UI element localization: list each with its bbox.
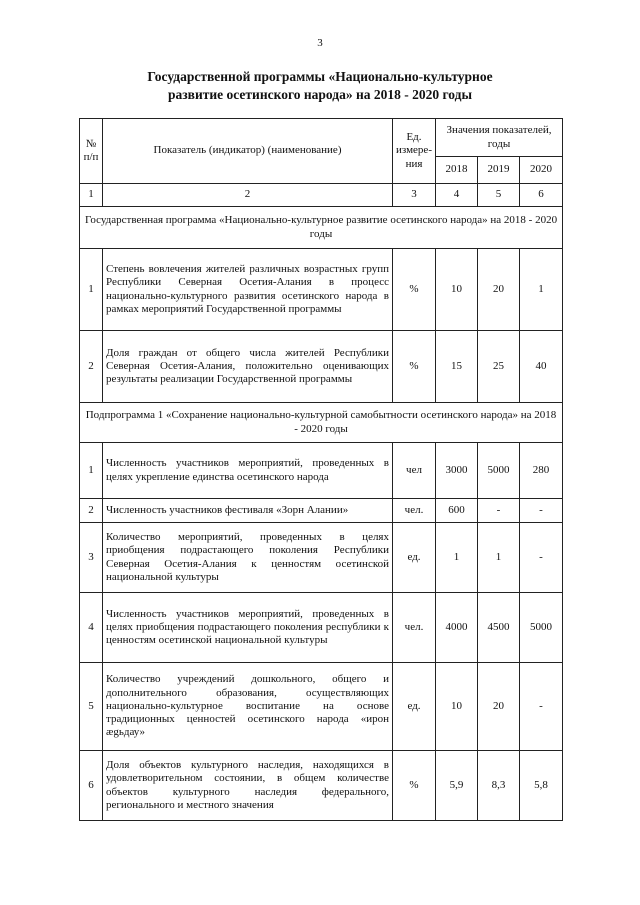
page-title — [80, 68, 560, 104]
row-number: 2 — [80, 499, 103, 523]
value-cell: 1 — [478, 523, 520, 593]
unit-cell: чел — [393, 443, 436, 499]
table-row — [80, 249, 563, 331]
table-row — [80, 663, 563, 751]
indicator-text: Количество мероприятий, проведенных в целях приобщения подрастающего поколения Республики Северная Осетия-Алания к ценностям осетинской национальной культуры — [103, 523, 393, 593]
table-row — [80, 751, 563, 821]
table-row — [80, 331, 563, 403]
unit-cell: чел. — [393, 593, 436, 663]
header-indicator: Показатель (индикатор) (наименование) — [103, 119, 393, 184]
value-cell: 8,3 — [478, 751, 520, 821]
section-header: Государственная программа «Национально-культурное развитие осетинского народа» на 2018 - 2020 годы — [80, 207, 563, 249]
row-number: 5 — [80, 663, 103, 751]
value-cell: 1 — [436, 523, 478, 593]
header-year: 2019 — [478, 157, 520, 184]
row-number: 3 — [80, 523, 103, 593]
unit-cell: % — [393, 249, 436, 331]
value-cell: 5,9 — [436, 751, 478, 821]
value-cell: 280 — [520, 443, 563, 499]
indicator-text: Количество учреждений дошкольного, общего и дополнительного образования, осуществляющих национально-культурное воспитание на основе традиционных ценностей осетинского народа «ирон ægьдау» — [103, 663, 393, 751]
table-row — [80, 523, 563, 593]
column-number: 1 — [80, 184, 103, 207]
value-cell: - — [520, 663, 563, 751]
indicator-text: Доля объектов культурного наследия, находящихся в удовлетворительном состоянии, в общем количестве объектов культурного наследия федерального, регионального и местного значения — [103, 751, 393, 821]
value-cell: 4500 — [478, 593, 520, 663]
indicators-table — [79, 118, 563, 821]
title-line-1: Государственной программы «Национально-культурное — [147, 69, 493, 84]
value-cell: 5000 — [478, 443, 520, 499]
value-cell: 5,8 — [520, 751, 563, 821]
row-number: 1 — [80, 443, 103, 499]
row-number: 6 — [80, 751, 103, 821]
value-cell: - — [520, 523, 563, 593]
table-row — [80, 443, 563, 499]
section-header: Подпрограмма 1 «Сохранение национально-культурной самобытности осетинского народа» на 2018 - 2020 годы — [80, 403, 563, 443]
row-number: 1 — [80, 249, 103, 331]
value-cell: 25 — [478, 331, 520, 403]
page-number: 3 — [317, 37, 323, 49]
indicator-text: Численность участников фестиваля «Зорн Алании» — [103, 499, 393, 523]
header-unit: Ед. измере-ния — [393, 119, 436, 184]
value-cell: 1 — [520, 249, 563, 331]
unit-cell: % — [393, 331, 436, 403]
indicator-text: Степень вовлечения жителей различных возрастных групп Республики Северная Осетия-Алания в процесс национально-культурного развития осетинского народа в рамках мероприятий Государственной программы — [103, 249, 393, 331]
indicator-text: Численность участников мероприятий, проведенных в целях приобщения подрастающего поколения республики к ценностям осетинской национальной культуры — [103, 593, 393, 663]
header-values: Значения показателей, годы — [436, 119, 563, 157]
value-cell: 600 — [436, 499, 478, 523]
column-number: 6 — [520, 184, 563, 207]
row-number: 4 — [80, 593, 103, 663]
value-cell: 4000 — [436, 593, 478, 663]
value-cell: 15 — [436, 331, 478, 403]
value-cell: 10 — [436, 249, 478, 331]
unit-cell: чел. — [393, 499, 436, 523]
column-number: 2 — [103, 184, 393, 207]
column-number: 3 — [393, 184, 436, 207]
header-year: 2018 — [436, 157, 478, 184]
value-cell: - — [478, 499, 520, 523]
header-year: 2020 — [520, 157, 563, 184]
value-cell: - — [520, 499, 563, 523]
unit-cell: ед. — [393, 663, 436, 751]
title-line-2: развитие осетинского народа» на 2018 - 2020 годы — [167, 87, 473, 102]
value-cell: 20 — [478, 663, 520, 751]
indicator-text: Доля граждан от общего числа жителей Республики Северная Осетия-Алания, положительно оценивающих результаты реализации Государственной программы — [103, 331, 393, 403]
value-cell: 40 — [520, 331, 563, 403]
header-num: № п/п — [80, 119, 103, 184]
indicator-text: Численность участников мероприятий, проведенных в целях укрепление единства осетинского народа — [103, 443, 393, 499]
value-cell: 3000 — [436, 443, 478, 499]
unit-cell: ед. — [393, 523, 436, 593]
value-cell: 20 — [478, 249, 520, 331]
unit-cell: % — [393, 751, 436, 821]
table-row — [80, 499, 563, 523]
table-row — [80, 593, 563, 663]
column-number: 4 — [436, 184, 478, 207]
row-number: 2 — [80, 331, 103, 403]
value-cell: 10 — [436, 663, 478, 751]
value-cell: 5000 — [520, 593, 563, 663]
column-number: 5 — [478, 184, 520, 207]
